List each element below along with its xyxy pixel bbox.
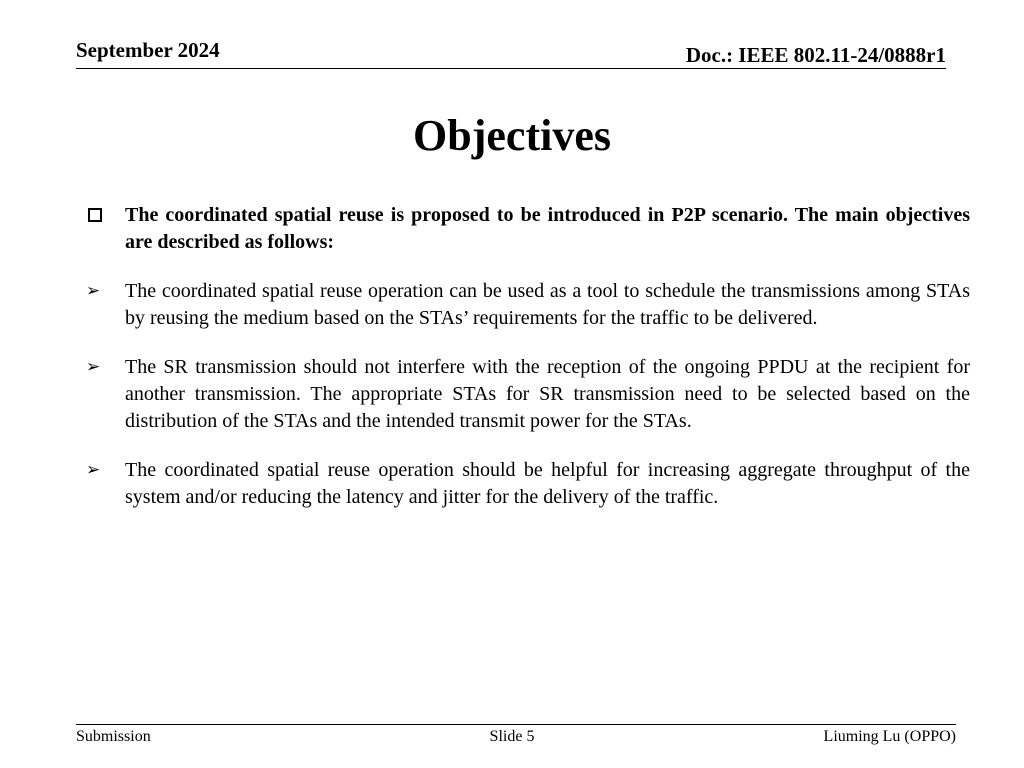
sub-bullet-text: The SR transmission should not interfere with the reception of the ongoing PPDU at the recipient for another transmission. The appropriate STAs for SR transmission need to be selected based on the distribution of the STAs and the intended transmit power for the STAs. (125, 356, 970, 432)
sub-bullet-text: The coordinated spatial reuse operation should be helpful for increasing aggregate throughput of the system and/or reducing the latency and jitter for the delivery of the traffic. (125, 459, 970, 508)
sub-bullet (86, 354, 970, 435)
arrow-bullet-icon: ➢ (86, 460, 101, 480)
slide-body (86, 202, 970, 533)
sub-bullet (86, 278, 970, 332)
footer-submission: Submission (76, 728, 151, 745)
lead-bullet-text: The coordinated spatial reuse is proposed to be introduced in P2P scenario. The main objectives are described as follows: (125, 204, 970, 253)
header-divider (76, 68, 946, 69)
footer-author: Liuming Lu (OPPO) (823, 728, 956, 745)
header-date: September 2024 (76, 38, 220, 62)
header-document-id: Doc.: IEEE 802.11-24/0888r1 (685, 43, 946, 67)
sub-bullet-text: The coordinated spatial reuse operation can be used as a tool to schedule the transmissions among STAs by reusing the medium based on the STAs’ requirements for the traffic to be delivered. (125, 280, 970, 329)
footer-slide-number: Slide 5 (489, 728, 535, 745)
slide-title: Objectives (413, 111, 611, 160)
arrow-bullet-icon: ➢ (86, 357, 101, 377)
footer-divider (76, 724, 956, 725)
lead-bullet (86, 202, 970, 256)
arrow-bullet-icon: ➢ (86, 281, 101, 301)
sub-bullet (86, 457, 970, 511)
